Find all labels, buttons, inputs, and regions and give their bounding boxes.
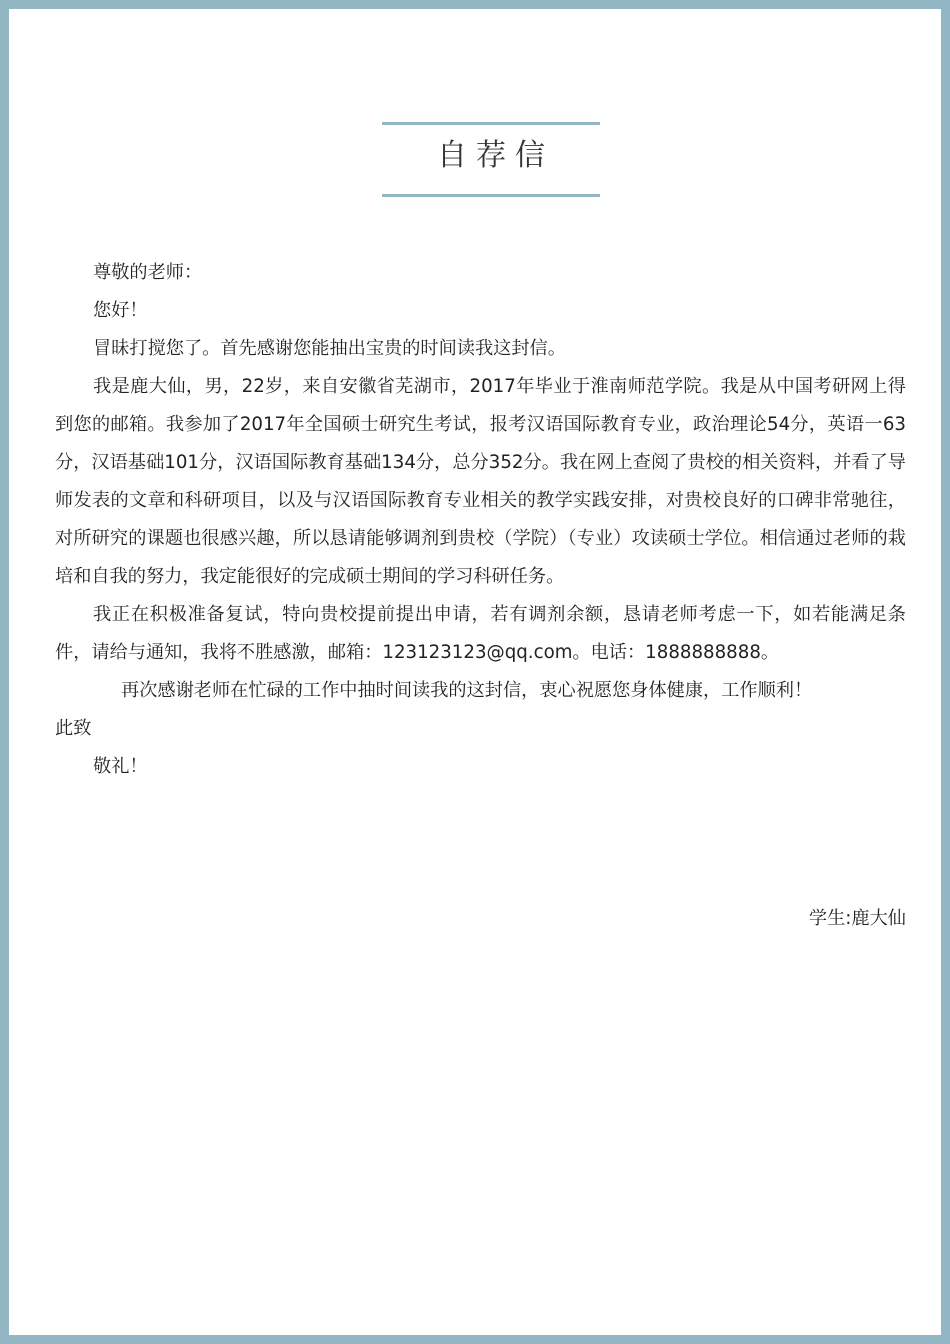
document-title: 自荐信 xyxy=(437,138,554,173)
opening-line: 冒昧打搅您了。首先感谢您能抽出宝贵的时间读我这封信。 xyxy=(93,338,566,359)
paragraph-application: 我正在积极准备复试，特向贵校提前提出申请，若有调剂余额，恳请老师考虑一下，如若能满足条件，请给与通知，我将不胜感激，邮箱：123123123@qq.com。电话：1888888888。 xyxy=(55,604,906,663)
title-top-rule xyxy=(382,122,600,125)
greeting: 您好！ xyxy=(93,300,148,321)
title-bottom-rule xyxy=(382,194,600,197)
letter-body xyxy=(55,254,906,786)
signature: 学生:鹿大仙 xyxy=(808,908,906,929)
closing-ci-zhi: 此致 xyxy=(55,718,92,739)
salutation: 尊敬的老师： xyxy=(93,262,203,283)
title-block xyxy=(382,122,600,198)
thanks-line: 再次感谢老师在忙碌的工作中抽时间读我的这封信，衷心祝愿您身体健康，工作顺利！ xyxy=(121,680,813,701)
paragraph-introduction: 我是鹿大仙，男，22岁，来自安徽省芜湖市，2017年毕业于淮南师范学院。我是从中国考研网上得到您的邮箱。我参加了2017年全国硕士研究生考试，报考汉语国际教育专业，政治理论54分，英语一63分，汉语基础101分，汉语国际教育基础134分，总分352分。我在网上查阅了贵校的相关资料，并看了导师发表的文章和科研项目，以及与汉语国际教育专业相关的教学实践安排，对贵校良好的口碑非常驰往，对所研究的课题也很感兴趣，所以恳请能够调剂到贵校（学院）（专业）攻读硕士学位。相信通过老师的栽培和自我的努力，我定能很好的完成硕士期间的学习科研任务。 xyxy=(55,376,906,587)
closing-jing-li: 敬礼！ xyxy=(93,756,148,777)
